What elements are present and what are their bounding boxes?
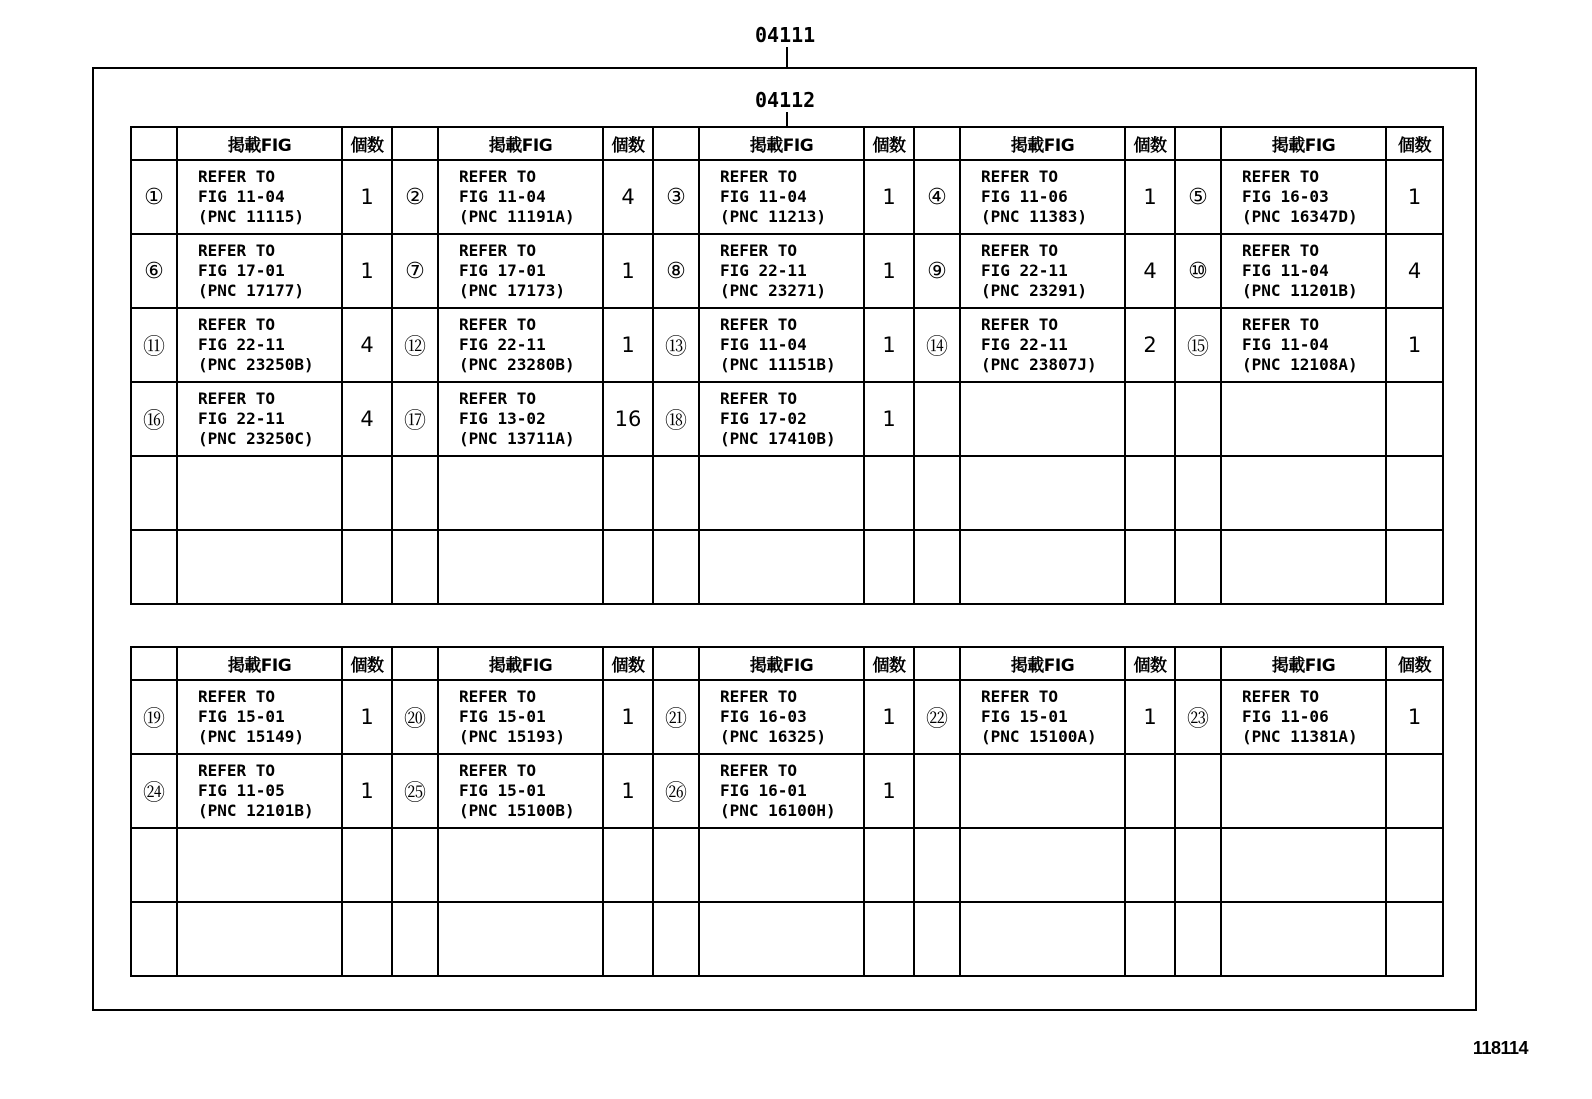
header-blank-cell <box>1175 647 1221 680</box>
reference-line2: FIG 22-11 <box>981 335 1068 354</box>
quantity <box>1125 754 1175 828</box>
item-number: ⑮ <box>1175 308 1221 382</box>
item-number <box>653 530 699 604</box>
quantity <box>603 828 653 902</box>
item-number <box>131 530 177 604</box>
reference-line1: REFER TO <box>981 687 1059 706</box>
item-number <box>653 828 699 902</box>
quantity: 1 <box>603 680 653 754</box>
table-row <box>131 160 1443 234</box>
header-blank-cell <box>131 647 177 680</box>
quantity: 1 <box>342 234 392 308</box>
quantity: 1 <box>864 680 914 754</box>
reference-line3: (PNC 23250B) <box>198 355 314 374</box>
reference-line3: (PNC 16347D) <box>1242 207 1358 226</box>
reference-line1: REFER TO <box>198 315 276 334</box>
reference-line1: REFER TO <box>981 241 1059 260</box>
item-number <box>1175 754 1221 828</box>
reference-line2: FIG 16-03 <box>720 707 807 726</box>
reference-line1: REFER TO <box>1242 687 1320 706</box>
quantity <box>1386 530 1443 604</box>
quantity: 4 <box>1386 234 1443 308</box>
figure-reference <box>1221 382 1386 456</box>
reference-line1: REFER TO <box>198 687 276 706</box>
figure-reference <box>699 456 864 530</box>
reference-line3: (PNC 11201B) <box>1242 281 1358 300</box>
item-number: ㉔ <box>131 754 177 828</box>
quantity: 2 <box>1125 308 1175 382</box>
header-blank-cell <box>653 647 699 680</box>
figure-reference <box>699 308 864 382</box>
quantity: 1 <box>1125 680 1175 754</box>
header-fig: 掲載FIG <box>1221 127 1386 160</box>
reference-line2: FIG 15-01 <box>459 707 546 726</box>
quantity: 1 <box>1386 680 1443 754</box>
reference-line3: (PNC 11383) <box>981 207 1087 226</box>
reference-line2: FIG 11-04 <box>459 187 546 206</box>
header-qty: 個数 <box>342 127 392 160</box>
reference-line3: (PNC 11191A) <box>459 207 575 226</box>
reference-line2: FIG 22-11 <box>981 261 1068 280</box>
item-number <box>914 902 960 976</box>
item-number: ⑦ <box>392 234 438 308</box>
reference-line1: REFER TO <box>981 315 1059 334</box>
figure-reference <box>960 530 1125 604</box>
reference-line2: FIG 15-01 <box>981 707 1068 726</box>
quantity <box>864 456 914 530</box>
reference-line2: FIG 11-04 <box>1242 335 1329 354</box>
quantity <box>603 902 653 976</box>
header-blank-cell <box>131 127 177 160</box>
quantity <box>342 530 392 604</box>
item-number: ⑪ <box>131 308 177 382</box>
figure-reference <box>960 828 1125 902</box>
quantity <box>1125 828 1175 902</box>
reference-line3: (PNC 23280B) <box>459 355 575 374</box>
figure-reference <box>699 530 864 604</box>
figure-reference <box>438 382 603 456</box>
figure-reference <box>1221 456 1386 530</box>
header-fig: 掲載FIG <box>960 647 1125 680</box>
item-number <box>131 828 177 902</box>
reference-line2: FIG 11-04 <box>720 187 807 206</box>
figure-reference <box>699 234 864 308</box>
reference-line1: REFER TO <box>720 389 798 408</box>
quantity <box>603 456 653 530</box>
quantity: 1 <box>342 754 392 828</box>
figure-reference <box>699 160 864 234</box>
reference-line2: FIG 16-03 <box>1242 187 1329 206</box>
header-qty: 個数 <box>864 127 914 160</box>
reference-line3: (PNC 11115) <box>198 207 304 226</box>
figure-reference <box>177 382 342 456</box>
table-row <box>131 308 1443 382</box>
reference-line1: REFER TO <box>1242 167 1320 186</box>
figure-reference <box>699 828 864 902</box>
quantity <box>1125 902 1175 976</box>
figure-reference <box>177 160 342 234</box>
figure-reference <box>177 456 342 530</box>
figure-reference <box>438 530 603 604</box>
reference-line3: (PNC 16325) <box>720 727 826 746</box>
item-number <box>392 828 438 902</box>
item-number <box>1175 382 1221 456</box>
reference-line3: (PNC 23271) <box>720 281 826 300</box>
figure-reference <box>699 382 864 456</box>
header-blank-cell <box>914 647 960 680</box>
item-number <box>1175 828 1221 902</box>
outer-assembly-code: 04111 <box>755 23 816 47</box>
quantity: 1 <box>1386 160 1443 234</box>
figure-reference <box>438 308 603 382</box>
figure-reference <box>438 828 603 902</box>
figure-reference <box>177 902 342 976</box>
item-number: ⑱ <box>653 382 699 456</box>
quantity: 4 <box>1125 234 1175 308</box>
item-number: ⑭ <box>914 308 960 382</box>
figure-reference <box>960 160 1125 234</box>
item-number: ⑯ <box>131 382 177 456</box>
item-number <box>653 456 699 530</box>
table-row <box>131 456 1443 530</box>
reference-line3: (PNC 15100B) <box>459 801 575 820</box>
reference-line1: REFER TO <box>720 241 798 260</box>
quantity: 4 <box>603 160 653 234</box>
quantity: 1 <box>603 754 653 828</box>
reference-line1: REFER TO <box>1242 241 1320 260</box>
header-fig: 掲載FIG <box>438 647 603 680</box>
quantity: 1 <box>342 680 392 754</box>
item-number: ㉕ <box>392 754 438 828</box>
reference-line2: FIG 11-04 <box>720 335 807 354</box>
table-row <box>131 902 1443 976</box>
quantity <box>864 902 914 976</box>
reference-line1: REFER TO <box>459 315 537 334</box>
reference-line1: REFER TO <box>459 167 537 186</box>
reference-line3: (PNC 12108A) <box>1242 355 1358 374</box>
header-fig: 掲載FIG <box>699 127 864 160</box>
quantity: 16 <box>603 382 653 456</box>
header-fig: 掲載FIG <box>438 127 603 160</box>
inner-leader-line <box>786 112 788 126</box>
header-fig: 掲載FIG <box>699 647 864 680</box>
header-qty: 個数 <box>864 647 914 680</box>
quantity: 1 <box>342 160 392 234</box>
figure-reference <box>1221 680 1386 754</box>
figure-reference <box>1221 530 1386 604</box>
quantity <box>1125 382 1175 456</box>
item-number <box>392 902 438 976</box>
figure-reference <box>960 680 1125 754</box>
item-number <box>131 902 177 976</box>
figure-reference <box>960 456 1125 530</box>
item-number: ㉒ <box>914 680 960 754</box>
reference-line2: FIG 15-01 <box>198 707 285 726</box>
inner-assembly-code: 04112 <box>755 88 816 112</box>
reference-line3: (PNC 13711A) <box>459 429 575 448</box>
header-fig: 掲載FIG <box>177 647 342 680</box>
item-number: ⑧ <box>653 234 699 308</box>
reference-line2: FIG 11-05 <box>198 781 285 800</box>
figure-reference <box>1221 160 1386 234</box>
quantity <box>603 530 653 604</box>
figure-reference <box>1221 754 1386 828</box>
reference-line2: FIG 22-11 <box>459 335 546 354</box>
item-number <box>914 530 960 604</box>
header-fig: 掲載FIG <box>1221 647 1386 680</box>
quantity <box>342 902 392 976</box>
quantity <box>342 456 392 530</box>
figure-reference <box>699 902 864 976</box>
header-qty: 個数 <box>1125 127 1175 160</box>
item-number <box>1175 456 1221 530</box>
header-row <box>131 647 1443 680</box>
item-number <box>914 754 960 828</box>
header-blank-cell <box>392 127 438 160</box>
figure-reference <box>438 754 603 828</box>
figure-reference <box>960 308 1125 382</box>
reference-line1: REFER TO <box>459 687 537 706</box>
reference-line3: (PNC 11151B) <box>720 355 836 374</box>
table-row <box>131 530 1443 604</box>
figure-reference <box>177 680 342 754</box>
header-fig: 掲載FIG <box>960 127 1125 160</box>
figure-reference <box>699 754 864 828</box>
reference-line2: FIG 17-02 <box>720 409 807 428</box>
figure-reference <box>1221 234 1386 308</box>
figure-reference <box>438 456 603 530</box>
item-number: ⑲ <box>131 680 177 754</box>
quantity <box>1386 754 1443 828</box>
figure-reference <box>438 160 603 234</box>
table-row <box>131 234 1443 308</box>
reference-line1: REFER TO <box>459 389 537 408</box>
figure-reference <box>438 234 603 308</box>
quantity: 1 <box>864 234 914 308</box>
quantity: 1 <box>603 234 653 308</box>
quantity <box>1386 382 1443 456</box>
reference-line3: (PNC 17177) <box>198 281 304 300</box>
outer-leader-line <box>786 47 788 67</box>
item-number <box>392 530 438 604</box>
reference-line3: (PNC 12101B) <box>198 801 314 820</box>
catalog-number: 118114 <box>1472 1038 1528 1058</box>
quantity: 1 <box>603 308 653 382</box>
figure-reference <box>177 754 342 828</box>
reference-line3: (PNC 15193) <box>459 727 565 746</box>
item-number <box>914 456 960 530</box>
reference-line2: FIG 15-01 <box>459 781 546 800</box>
quantity <box>1386 456 1443 530</box>
reference-line2: FIG 11-04 <box>1242 261 1329 280</box>
reference-line1: REFER TO <box>198 241 276 260</box>
figure-reference <box>177 234 342 308</box>
figure-reference <box>438 902 603 976</box>
reference-line3: (PNC 17173) <box>459 281 565 300</box>
item-number: ⑤ <box>1175 160 1221 234</box>
reference-line2: FIG 11-04 <box>198 187 285 206</box>
quantity: 4 <box>342 308 392 382</box>
reference-line2: FIG 22-11 <box>198 335 285 354</box>
reference-line1: REFER TO <box>720 315 798 334</box>
quantity: 1 <box>1125 160 1175 234</box>
reference-line2: FIG 11-06 <box>1242 707 1329 726</box>
item-number <box>914 382 960 456</box>
figure-reference <box>699 680 864 754</box>
quantity <box>864 530 914 604</box>
figure-reference <box>438 680 603 754</box>
reference-line2: FIG 22-11 <box>720 261 807 280</box>
item-number <box>1175 530 1221 604</box>
reference-line1: REFER TO <box>720 687 798 706</box>
reference-line3: (PNC 23807J) <box>981 355 1097 374</box>
quantity: 1 <box>864 382 914 456</box>
item-number <box>914 828 960 902</box>
item-number: ㉓ <box>1175 680 1221 754</box>
reference-line3: (PNC 15100A) <box>981 727 1097 746</box>
header-blank-cell <box>914 127 960 160</box>
quantity: 1 <box>1386 308 1443 382</box>
reference-line1: REFER TO <box>981 167 1059 186</box>
reference-line3: (PNC 23291) <box>981 281 1087 300</box>
table-row <box>131 680 1443 754</box>
item-number: ⑥ <box>131 234 177 308</box>
item-number: ⑳ <box>392 680 438 754</box>
header-row <box>131 127 1443 160</box>
header-qty: 個数 <box>1386 647 1443 680</box>
reference-line3: (PNC 15149) <box>198 727 304 746</box>
reference-line3: (PNC 17410B) <box>720 429 836 448</box>
header-qty: 個数 <box>603 127 653 160</box>
item-number: ⑨ <box>914 234 960 308</box>
reference-line2: FIG 16-01 <box>720 781 807 800</box>
parts-reference-table-2 <box>130 646 1444 977</box>
header-blank-cell <box>392 647 438 680</box>
reference-line2: FIG 11-06 <box>981 187 1068 206</box>
reference-line1: REFER TO <box>459 761 537 780</box>
figure-reference <box>1221 308 1386 382</box>
figure-reference <box>177 530 342 604</box>
table-row <box>131 828 1443 902</box>
figure-reference <box>1221 902 1386 976</box>
header-qty: 個数 <box>342 647 392 680</box>
item-number: ⑫ <box>392 308 438 382</box>
item-number: ① <box>131 160 177 234</box>
reference-line1: REFER TO <box>459 241 537 260</box>
item-number: ③ <box>653 160 699 234</box>
reference-line2: FIG 17-01 <box>198 261 285 280</box>
figure-reference <box>960 234 1125 308</box>
reference-line1: REFER TO <box>198 167 276 186</box>
reference-line2: FIG 22-11 <box>198 409 285 428</box>
header-fig: 掲載FIG <box>177 127 342 160</box>
figure-reference <box>1221 828 1386 902</box>
header-qty: 個数 <box>1125 647 1175 680</box>
parts-reference-table-1 <box>130 126 1444 605</box>
quantity <box>1386 902 1443 976</box>
reference-line1: REFER TO <box>198 389 276 408</box>
item-number: ⑬ <box>653 308 699 382</box>
quantity <box>1386 828 1443 902</box>
table-row <box>131 382 1443 456</box>
quantity: 1 <box>864 160 914 234</box>
quantity <box>342 828 392 902</box>
reference-line3: (PNC 23250C) <box>198 429 314 448</box>
reference-line1: REFER TO <box>720 167 798 186</box>
item-number: ② <box>392 160 438 234</box>
header-qty: 個数 <box>603 647 653 680</box>
figure-reference <box>960 382 1125 456</box>
table-row <box>131 754 1443 828</box>
figure-reference <box>960 902 1125 976</box>
reference-line1: REFER TO <box>1242 315 1320 334</box>
item-number <box>131 456 177 530</box>
quantity <box>864 828 914 902</box>
quantity: 4 <box>342 382 392 456</box>
item-number: ㉑ <box>653 680 699 754</box>
reference-line2: FIG 13-02 <box>459 409 546 428</box>
reference-line3: (PNC 16100H) <box>720 801 836 820</box>
figure-reference <box>177 828 342 902</box>
quantity: 1 <box>864 308 914 382</box>
item-number <box>653 902 699 976</box>
item-number: ㉖ <box>653 754 699 828</box>
header-qty: 個数 <box>1386 127 1443 160</box>
reference-line2: FIG 17-01 <box>459 261 546 280</box>
header-blank-cell <box>1175 127 1221 160</box>
quantity: 1 <box>864 754 914 828</box>
quantity <box>1125 456 1175 530</box>
figure-reference <box>177 308 342 382</box>
reference-line1: REFER TO <box>198 761 276 780</box>
reference-line3: (PNC 11381A) <box>1242 727 1358 746</box>
item-number: ④ <box>914 160 960 234</box>
reference-line1: REFER TO <box>720 761 798 780</box>
quantity <box>1125 530 1175 604</box>
item-number <box>1175 902 1221 976</box>
header-blank-cell <box>653 127 699 160</box>
figure-reference <box>960 754 1125 828</box>
reference-line3: (PNC 11213) <box>720 207 826 226</box>
item-number: ⑩ <box>1175 234 1221 308</box>
item-number <box>392 456 438 530</box>
item-number: ⑰ <box>392 382 438 456</box>
